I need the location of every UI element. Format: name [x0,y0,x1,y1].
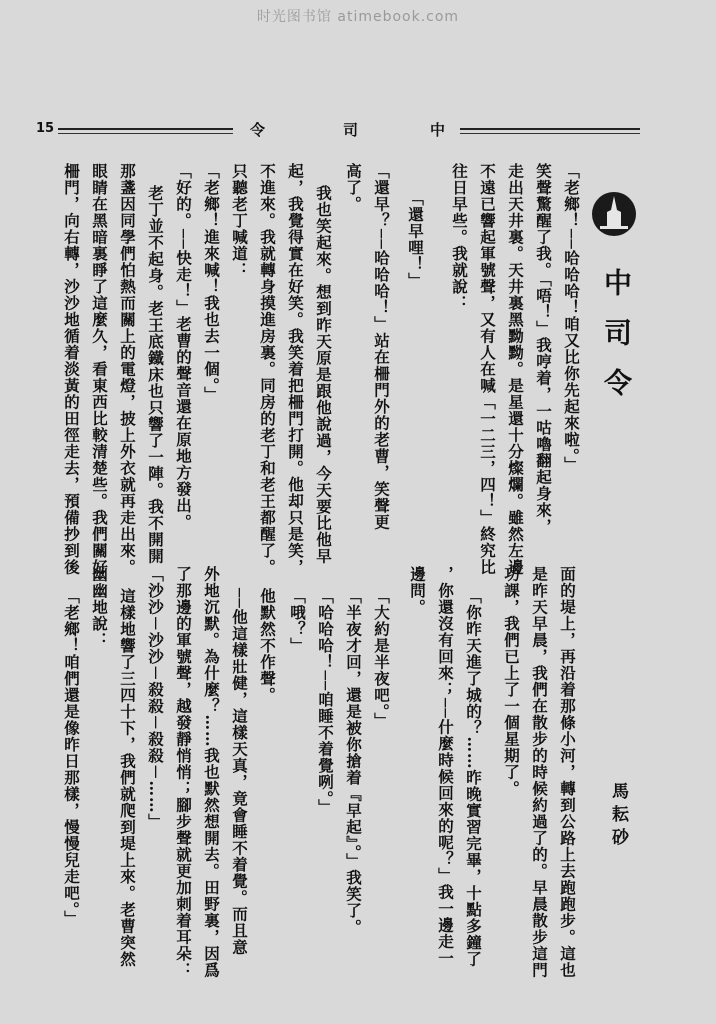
page-number: 15 [36,121,55,136]
text-column: 「哦？」 [288,588,307,654]
author-name: 馬耘砂 [608,782,628,851]
header-rule-right-thin [460,133,640,134]
text-column: 了那邊的軍號聲，越發靜悄悄；腳步聲就更加刺着耳朵： [174,566,193,979]
text-column: 往日早些。我就說： [450,163,469,312]
text-column: ，你還沒有回來；──什麼時候回來的呢？」我一邊走一 [436,566,455,967]
text-column: 起，我覺得實在好笑。我笑着把柵門打開。他却只是笑， [286,163,305,576]
text-column: 我也笑起來。想到昨天原是跟他說過，今天要比他早 [314,185,333,565]
text-column: 那盞因同學們怕熱而關上的電燈，披上外衣就再走出來。 [118,163,137,576]
header-rule-left-thin [58,133,233,134]
story-title: 中司令 [600,268,633,418]
header-rule-right [460,128,640,130]
text-column: 外地沉默。為什麼？……我也默然想開去。田野裏，因爲 [202,566,221,979]
text-column: 「好的。──快走！」老曹的聲音還在原地方發出。 [174,163,193,531]
text-column: 「沙沙－沙沙－殺殺－殺殺－……」 [146,566,165,831]
text-column: 「半夜才回，還是被你搶着『早起』。」我笑了。 [344,588,363,936]
text-column: 柵門，向右轉，沙沙地循着淡黃的田徑走去，預備抄到後 [62,163,81,576]
text-column: 老丁並不起身。老王底鐵床也只響了一陣。我不開開 [146,185,165,565]
text-column: 「大約是半夜吧。」 [372,588,391,729]
header-rule-left [58,128,233,130]
running-title-ling: 令 [250,121,266,139]
text-column: 「還早哩！」 [406,190,425,289]
text-column: 「老鄉！──哈哈哈！咱又比你先起來啦。」 [562,163,581,473]
text-column: 「你昨天進了城的？……昨晚實習完畢，十點多鐘了 [464,588,483,968]
tower-emblem-icon [590,190,638,238]
text-column: 高了。 [344,163,363,213]
text-column: ──他這樣壯健，這樣天真，竟會睡不着覺。而且意 [230,588,249,956]
text-column: 只聽老丁喊道： [230,163,249,279]
text-column: 「哈哈哈！──咱睡不着覺咧。」 [316,588,335,816]
text-column: 面的堤上，再沿着那條小河，轉到公路上去跑跑步。這也 [558,566,577,979]
text-column: 幽幽地說： [90,566,109,649]
text-column: 「老鄉！咱們還是像昨日那樣，慢慢兒走吧。」 [62,588,81,927]
text-column: 邊問。 [408,566,427,616]
text-column: 這樣地響了三四十下，我們就爬到堤上來。老曹突然 [118,588,137,968]
text-column: 不進來。我就轉身摸進房裏。同房的老丁和老王都醒了。 [258,163,277,576]
running-title-si: 司 [343,121,359,139]
text-column: 功課，我們已上了一個星期了。 [502,566,521,797]
text-column: 走出天井裏。天井裏黑黝黝。是星還十分燦爛。雖然左邊 [506,163,525,576]
text-column: 不遠已響起軍號聲，又有人在喊「一二三，四！」終究比 [478,163,497,576]
text-column: 笑聲驚醒了我。「唔！」我哼着，一咕嚕翻起身來， [534,163,553,535]
text-column: 「老鄉！進來喊！我也去一個。」 [202,163,221,403]
text-column: 「還早？──哈哈哈！」站在柵門外的老曹，笑聲更 [372,163,391,531]
text-column: 他默然不作聲。 [258,588,277,704]
text-column: 眼睛在黑暗裏睜了這麼久，看東西比較清楚些。我們關好 [90,163,109,576]
text-column: 是昨天早晨，我們在散步的時候約過了的。早晨散步這門 [530,566,549,979]
running-title-zhong: 中 [430,121,446,139]
watermark: 时光图书馆 atimebook.com [256,9,460,25]
